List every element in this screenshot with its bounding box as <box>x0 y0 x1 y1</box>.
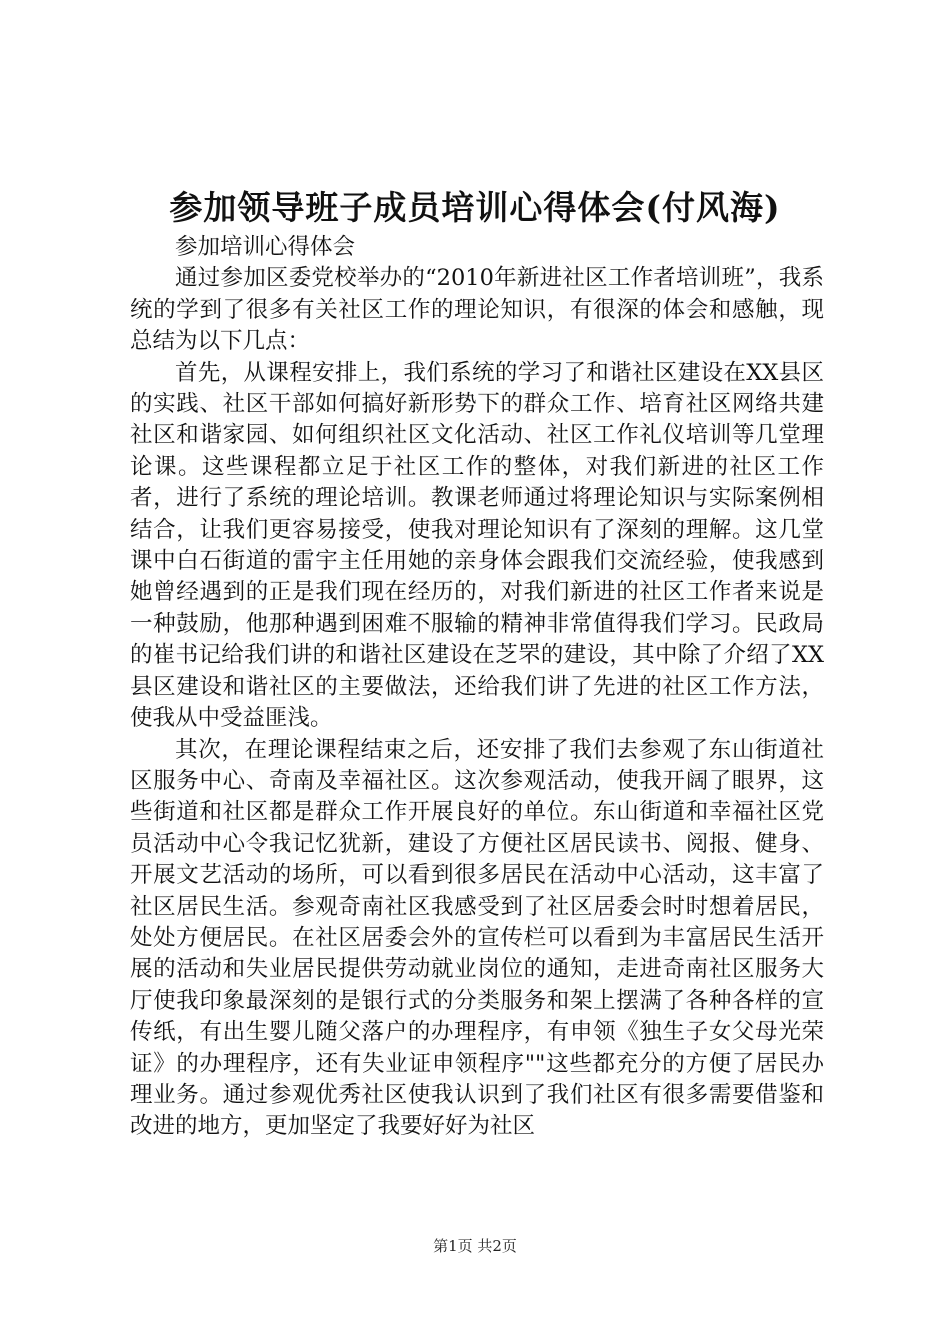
document-title: 参加领导班子成员培训心得体会(付风海) <box>169 188 781 227</box>
document-body <box>130 232 824 1143</box>
paragraph-second-point: 其次，在理论课程结束之后，还安排了我们去参观了东山街道社区服务中心、奇南及幸福社区。这次参观活动，使我开阔了眼界，这些街道和社区都是群众工作开展良好的单位。东山街道和幸福社区党员活动中心令我记忆犹新，建设了方便社区居民读书、阅报、健身、开展文艺活动的场所，可以看到很多居民在活动中心活动，这丰富了社区居民生活。参观奇南社区我感受到了社区居委会时时想着居民，处处方便居民。在社区居委会外的宣传栏可以看到为丰富居民生活开展的活动和失业居民提供劳动就业岗位的通知，走进奇南社区服务大厅使我印象最深刻的是银行式的分类服务和架上摆满了各种各样的宣传纸，有出生婴儿随父落户的办理程序，有申领《独生子女父母光荣证》的办理程序，还有失业证申领程序""这些都充分的方便了居民办理业务。通过参观优秀社区使我认识到了我们社区有很多需要借鉴和改进的地方，更加坚定了我要好好为社区 <box>130 736 824 1140</box>
subtitle: 参加培训心得体会 <box>175 234 356 260</box>
page-footer: 第1页 共2页 <box>433 1237 517 1255</box>
paragraph-intro: 通过参加区委党校举办的“2010年新进社区工作者培训班”，我系统的学到了很多有关社区工作的理论知识，有很深的体会和感触，现总结为以下几点： <box>130 265 824 355</box>
paragraph-first-point: 首先，从课程安排上，我们系统的学习了和谐社区建设在XX县区的实践、社区干部如何搞好新形势下的群众工作、培育社区网络共建社区和谐家园、如何组织社区文化活动、社区工作礼仪培训等几堂理论课。这些课程都立足于社区工作的整体，对我们新进的社区工作者，进行了系统的理论培训。教课老师通过将理论知识与实际案例相结合，让我们更容易接受，使我对理论知识有了深刻的理解。这几堂课中白石街道的雷宇主任用她的亲身体会跟我们交流经验，使我感到她曾经遇到的正是我们现在经历的，对我们新进的社区工作者来说是一种鼓励，他那种遇到困难不服输的精神非常值得我们学习。民政局的崔书记给我们讲的和谐社区建设在芝罘的建设，其中除了介绍了XX县区建设和谐社区的主要做法，还给我们讲了先进的社区工作方法，使我从中受益匪浅。 <box>130 359 824 732</box>
